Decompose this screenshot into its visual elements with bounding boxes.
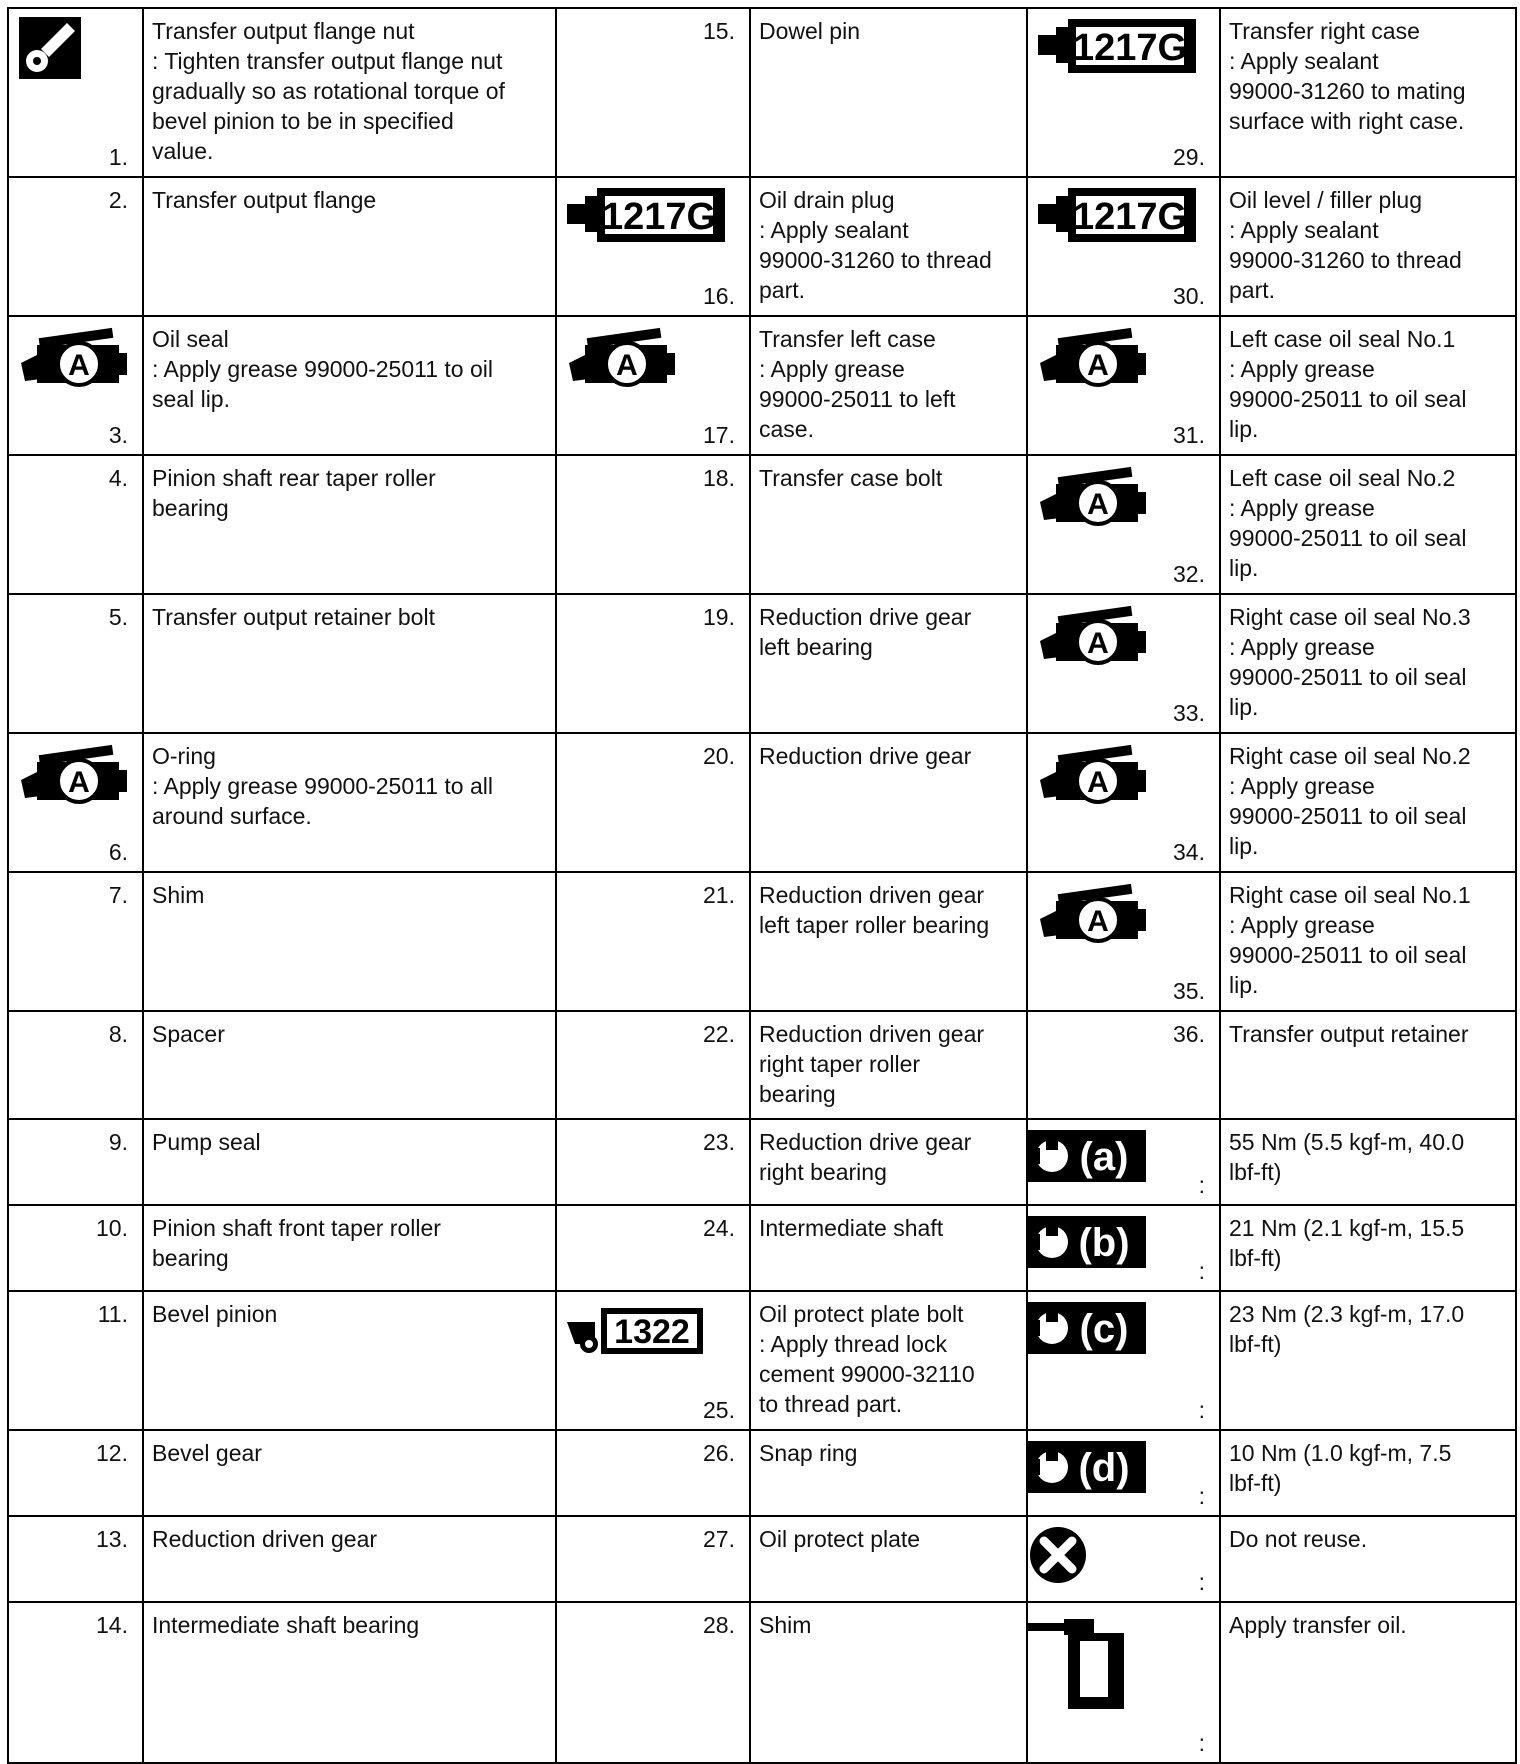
description-line: 55 Nm (5.5 kgf-m, 40.0: [1229, 1129, 1465, 1155]
item-description-cell: [143, 594, 556, 733]
description-line: bearing: [152, 1245, 229, 1271]
svg-text:1217G: 1217G: [1072, 27, 1188, 69]
item-description-cell: [1220, 8, 1516, 177]
description-line: : Apply sealant: [1229, 48, 1379, 74]
table-row: [8, 455, 1516, 594]
grease-a-icon: [1038, 325, 1148, 389]
item-number-cell: [8, 316, 143, 455]
description-line: : Apply grease: [759, 356, 905, 382]
item-number: 19.: [703, 604, 735, 630]
parts-legend-table: [7, 7, 1517, 1764]
item-number-cell: [1027, 177, 1220, 316]
description-line: left taper roller bearing: [759, 912, 990, 938]
item-description-cell: [750, 1291, 1027, 1430]
item-number: 27.: [703, 1526, 735, 1552]
description-line: cement 99000-32110: [759, 1361, 975, 1387]
description-line: 23 Nm (2.3 kgf-m, 17.0: [1229, 1301, 1465, 1327]
description-line: Left case oil seal No.2: [1229, 465, 1456, 491]
item-number: 4.: [108, 465, 128, 491]
item-description-cell: [143, 1205, 556, 1291]
item-description-cell: [750, 1516, 1027, 1602]
grease-a-icon: [19, 325, 129, 389]
item-number: 26.: [703, 1440, 735, 1466]
item-number: 29.: [1173, 144, 1205, 170]
item-number: :: [1198, 1172, 1205, 1198]
description-line: Bevel gear: [152, 1440, 262, 1466]
item-description-cell: [1220, 316, 1516, 455]
description-line: Oil protect plate: [759, 1526, 921, 1552]
description-line: part.: [1229, 277, 1276, 303]
description-line: lbf-ft): [1229, 1159, 1282, 1185]
item-number-cell: [8, 594, 143, 733]
description-line: Do not reuse.: [1229, 1526, 1368, 1552]
description-line: gradually so as rotational torque of: [152, 78, 505, 104]
item-number-cell: [1027, 1516, 1220, 1602]
item-number-cell: [1027, 733, 1220, 872]
item-description-cell: [1220, 733, 1516, 872]
description-line: 99000-25011 to oil seal: [1229, 803, 1467, 829]
description-line: seal lip.: [152, 386, 230, 412]
item-number: 16.: [703, 283, 735, 309]
table-row: [8, 1430, 1516, 1516]
description-line: case.: [759, 416, 814, 442]
item-number-cell: [8, 1119, 143, 1205]
table-row: [8, 1602, 1516, 1763]
item-number-cell: [556, 1602, 750, 1763]
description-line: O-ring: [152, 743, 216, 769]
description-line: Pinion shaft rear taper roller: [152, 465, 436, 491]
item-number: 28.: [703, 1612, 735, 1638]
item-number-cell: [8, 1011, 143, 1119]
grease-a-icon: [567, 325, 677, 389]
svg-text:A: A: [1087, 905, 1109, 938]
description-line: lbf-ft): [1229, 1470, 1282, 1496]
torque-wrench-icon: [1028, 1300, 1219, 1356]
item-number: 18.: [703, 465, 735, 491]
description-line: : Apply grease: [1229, 634, 1375, 660]
item-number-cell: [556, 1430, 750, 1516]
description-line: Intermediate shaft bearing: [152, 1612, 420, 1638]
item-description-cell: [750, 1011, 1027, 1119]
item-number-cell: [8, 1205, 143, 1291]
item-description-cell: [1220, 1430, 1516, 1516]
item-number: 36.: [1173, 1021, 1205, 1047]
svg-text:A: A: [1087, 349, 1109, 382]
description-line: right taper roller: [759, 1051, 921, 1077]
item-number-cell: [556, 455, 750, 594]
item-number-cell: [8, 872, 143, 1011]
description-line: Reduction drive gear: [759, 743, 972, 769]
item-description-cell: [750, 1119, 1027, 1205]
item-number: 10.: [96, 1215, 128, 1241]
description-line: : Apply grease: [1229, 912, 1375, 938]
torque-wrench-icon: [1028, 1128, 1219, 1184]
item-number-cell: [8, 455, 143, 594]
svg-text:OIL: OIL: [1105, 1652, 1127, 1686]
item-number-cell: [1027, 1291, 1220, 1430]
item-description-cell: [143, 1119, 556, 1205]
item-number: :: [1198, 1569, 1205, 1595]
item-description-cell: [1220, 177, 1516, 316]
item-description-cell: [143, 1516, 556, 1602]
oil-can-icon: [1028, 1611, 1219, 1711]
description-line: lip.: [1229, 833, 1259, 859]
svg-text:1217G: 1217G: [1072, 196, 1188, 238]
torque-wrench-icon: [1028, 1439, 1219, 1495]
item-number: 12.: [96, 1440, 128, 1466]
description-line: : Apply grease: [1229, 495, 1375, 521]
svg-text:(a): (a): [1079, 1135, 1129, 1179]
item-description-cell: [143, 177, 556, 316]
description-line: Shim: [759, 1612, 812, 1638]
item-number: 20.: [703, 743, 735, 769]
item-number-cell: [1027, 1602, 1220, 1763]
item-number: 6.: [108, 839, 128, 865]
item-number: 1.: [108, 144, 128, 170]
description-line: Right case oil seal No.2: [1229, 743, 1471, 769]
item-number: 7.: [108, 882, 128, 908]
table-row: [8, 1205, 1516, 1291]
item-number-cell: [8, 1430, 143, 1516]
item-number-cell: [8, 177, 143, 316]
item-number: 15.: [703, 18, 735, 44]
item-description-cell: [143, 1011, 556, 1119]
item-description-cell: [143, 1430, 556, 1516]
description-line: Oil level / filler plug: [1229, 187, 1423, 213]
item-number: 14.: [96, 1612, 128, 1638]
item-description-cell: [1220, 594, 1516, 733]
item-description-cell: [1220, 1119, 1516, 1205]
description-line: Reduction drive gear: [759, 604, 972, 630]
description-line: Oil drain plug: [759, 187, 895, 213]
description-line: : Apply grease: [1229, 356, 1375, 382]
description-line: : Apply grease 99000-25011 to oil: [152, 356, 493, 382]
description-line: Left case oil seal No.1: [1229, 326, 1456, 352]
description-line: : Apply grease 99000-25011 to all: [152, 773, 493, 799]
description-line: around surface.: [152, 803, 312, 829]
description-line: bevel pinion to be in specified: [152, 108, 454, 134]
item-description-cell: [750, 316, 1027, 455]
item-number: 17.: [703, 422, 735, 448]
table-row: [8, 316, 1516, 455]
table-row: [8, 1011, 1516, 1119]
item-number: 31.: [1173, 422, 1205, 448]
description-line: Transfer output retainer bolt: [152, 604, 435, 630]
item-number: 9.: [108, 1129, 128, 1155]
item-description-cell: [750, 1205, 1027, 1291]
item-description-cell: [143, 8, 556, 177]
svg-text:A: A: [1087, 488, 1109, 521]
description-line: : Tighten transfer output flange nut: [152, 48, 503, 74]
description-line: bearing: [152, 495, 229, 521]
item-number: 32.: [1173, 561, 1205, 587]
item-number-cell: [1027, 594, 1220, 733]
item-number: 24.: [703, 1215, 735, 1241]
description-line: right bearing: [759, 1159, 887, 1185]
item-number: 30.: [1173, 283, 1205, 309]
table-row: [8, 733, 1516, 872]
description-line: Dowel pin: [759, 18, 860, 44]
tighten-nut-icon: [19, 17, 81, 79]
description-line: value.: [152, 138, 214, 164]
svg-text:A: A: [1087, 627, 1109, 660]
item-description-cell: [1220, 1516, 1516, 1602]
item-number-cell: [1027, 1119, 1220, 1205]
description-line: bearing: [759, 1081, 836, 1107]
svg-text:1217G: 1217G: [601, 196, 717, 238]
item-description-cell: [143, 1602, 556, 1763]
item-description-cell: [750, 872, 1027, 1011]
sealant-1217g-icon: [567, 186, 729, 244]
description-line: 99000-25011 to oil seal: [1229, 942, 1467, 968]
description-line: Apply transfer oil.: [1229, 1612, 1407, 1638]
torque-wrench-icon: [1028, 1214, 1219, 1270]
item-number: :: [1198, 1483, 1205, 1509]
item-number-cell: [556, 733, 750, 872]
table-row: [8, 1291, 1516, 1430]
item-number-cell: [1027, 1011, 1220, 1119]
item-number: 23.: [703, 1129, 735, 1155]
item-description-cell: [1220, 1602, 1516, 1763]
description-line: 99000-25011 to oil seal: [1229, 525, 1467, 551]
sealant-1217g-icon: [1038, 17, 1200, 75]
item-number-cell: [556, 8, 750, 177]
svg-text:A: A: [68, 766, 90, 799]
description-line: 99000-31260 to thread: [1229, 247, 1462, 273]
item-description-cell: [1220, 455, 1516, 594]
description-line: : Apply grease: [1229, 773, 1375, 799]
table-row: [8, 872, 1516, 1011]
description-line: 99000-25011 to oil seal: [1229, 386, 1467, 412]
grease-a-icon: [1038, 464, 1148, 528]
description-line: Right case oil seal No.3: [1229, 604, 1471, 630]
description-line: lip.: [1229, 555, 1259, 581]
description-line: lbf-ft): [1229, 1245, 1282, 1271]
description-line: 99000-31260 to mating: [1229, 78, 1466, 104]
description-line: Intermediate shaft: [759, 1215, 944, 1241]
item-number: 13.: [96, 1526, 128, 1552]
item-number-cell: [556, 316, 750, 455]
grease-a-icon: [1038, 881, 1148, 945]
item-description-cell: [1220, 1291, 1516, 1430]
description-line: Transfer right case: [1229, 18, 1420, 44]
description-line: Snap ring: [759, 1440, 858, 1466]
item-number-cell: [1027, 316, 1220, 455]
item-number: 34.: [1173, 839, 1205, 865]
item-description-cell: [750, 8, 1027, 177]
description-line: : Apply sealant: [1229, 217, 1379, 243]
item-number-cell: [8, 1516, 143, 1602]
item-number-cell: [8, 8, 143, 177]
table-row: [8, 8, 1516, 177]
svg-text:(c): (c): [1079, 1307, 1129, 1351]
item-number: 11.: [97, 1301, 128, 1327]
grease-a-icon: [19, 742, 129, 806]
item-number-cell: [1027, 1205, 1220, 1291]
description-line: Transfer output retainer: [1229, 1021, 1469, 1047]
item-number: 21.: [703, 882, 735, 908]
item-description-cell: [750, 177, 1027, 316]
item-number-cell: [556, 1011, 750, 1119]
item-number-cell: [556, 1205, 750, 1291]
sealant-1217g-icon: [1038, 186, 1200, 244]
item-description-cell: [750, 1602, 1027, 1763]
item-number: :: [1198, 1397, 1205, 1423]
item-number: 33.: [1173, 700, 1205, 726]
item-description-cell: [143, 316, 556, 455]
item-description-cell: [750, 733, 1027, 872]
thread-lock-1322-icon: [567, 1300, 705, 1356]
do-not-reuse-icon: [1028, 1525, 1219, 1585]
item-number-cell: [556, 594, 750, 733]
svg-text:1322: 1322: [614, 1313, 690, 1351]
item-description-cell: [750, 1430, 1027, 1516]
description-line: Reduction driven gear: [759, 1021, 985, 1047]
item-description-cell: [750, 455, 1027, 594]
item-number-cell: [8, 1291, 143, 1430]
description-line: Reduction driven gear: [759, 882, 985, 908]
description-line: surface with right case.: [1229, 108, 1465, 134]
item-number: 35.: [1173, 978, 1205, 1004]
description-line: 21 Nm (2.1 kgf-m, 15.5: [1229, 1215, 1465, 1241]
item-description-cell: [143, 733, 556, 872]
description-line: Reduction driven gear: [152, 1526, 378, 1552]
item-number: 22.: [703, 1021, 735, 1047]
description-line: lip.: [1229, 694, 1259, 720]
item-description-cell: [143, 455, 556, 594]
svg-text:(d): (d): [1078, 1446, 1130, 1490]
item-number: 3.: [108, 422, 128, 448]
svg-text:A: A: [68, 349, 90, 382]
item-number: 25.: [703, 1397, 735, 1423]
description-line: : Apply thread lock: [759, 1331, 947, 1357]
description-line: left bearing: [759, 634, 873, 660]
item-number: 8.: [108, 1021, 128, 1047]
legend-body: [8, 8, 1516, 1763]
item-description-cell: [750, 594, 1027, 733]
item-number-cell: [1027, 1430, 1220, 1516]
description-line: Transfer output flange: [152, 187, 377, 213]
description-line: lbf-ft): [1229, 1331, 1282, 1357]
item-number-cell: [8, 1602, 143, 1763]
description-line: Spacer: [152, 1021, 225, 1047]
description-line: Transfer output flange nut: [152, 18, 415, 44]
description-line: Oil protect plate bolt: [759, 1301, 964, 1327]
table-row: [8, 594, 1516, 733]
item-description-cell: [1220, 1205, 1516, 1291]
description-line: Pump seal: [152, 1129, 261, 1155]
table-row: [8, 177, 1516, 316]
item-number: :: [1198, 1730, 1205, 1756]
svg-text:(b): (b): [1078, 1221, 1130, 1265]
item-number-cell: [1027, 8, 1220, 177]
description-line: Transfer case bolt: [759, 465, 943, 491]
table-row: [8, 1516, 1516, 1602]
grease-a-icon: [1038, 603, 1148, 667]
description-line: Pinion shaft front taper roller: [152, 1215, 441, 1241]
item-number: :: [1198, 1258, 1205, 1284]
description-line: : Apply sealant: [759, 217, 909, 243]
description-line: lip.: [1229, 416, 1259, 442]
description-line: 99000-25011 to oil seal: [1229, 664, 1467, 690]
item-number-cell: [556, 1119, 750, 1205]
description-line: to thread part.: [759, 1391, 903, 1417]
item-number-cell: [1027, 872, 1220, 1011]
description-line: 10 Nm (1.0 kgf-m, 7.5: [1229, 1440, 1452, 1466]
description-line: 99000-25011 to left: [759, 386, 956, 412]
item-number: 2.: [108, 187, 128, 213]
description-line: 99000-31260 to thread: [759, 247, 992, 273]
item-number-cell: [556, 872, 750, 1011]
description-line: Oil seal: [152, 326, 229, 352]
item-number-cell: [8, 733, 143, 872]
description-line: Transfer left case: [759, 326, 936, 352]
item-number: 5.: [108, 604, 128, 630]
description-line: part.: [759, 277, 806, 303]
grease-a-icon: [1038, 742, 1148, 806]
description-line: Reduction drive gear: [759, 1129, 972, 1155]
description-line: Bevel pinion: [152, 1301, 278, 1327]
item-number-cell: [1027, 455, 1220, 594]
item-number-cell: [556, 1291, 750, 1430]
item-number-cell: [556, 177, 750, 316]
item-description-cell: [143, 872, 556, 1011]
description-line: Shim: [152, 882, 205, 908]
item-number-cell: [556, 1516, 750, 1602]
svg-text:A: A: [616, 349, 638, 382]
item-description-cell: [143, 1291, 556, 1430]
description-line: Right case oil seal No.1: [1229, 882, 1471, 908]
item-description-cell: [1220, 872, 1516, 1011]
description-line: lip.: [1229, 972, 1259, 998]
item-description-cell: [1220, 1011, 1516, 1119]
table-row: [8, 1119, 1516, 1205]
svg-text:A: A: [1087, 766, 1109, 799]
